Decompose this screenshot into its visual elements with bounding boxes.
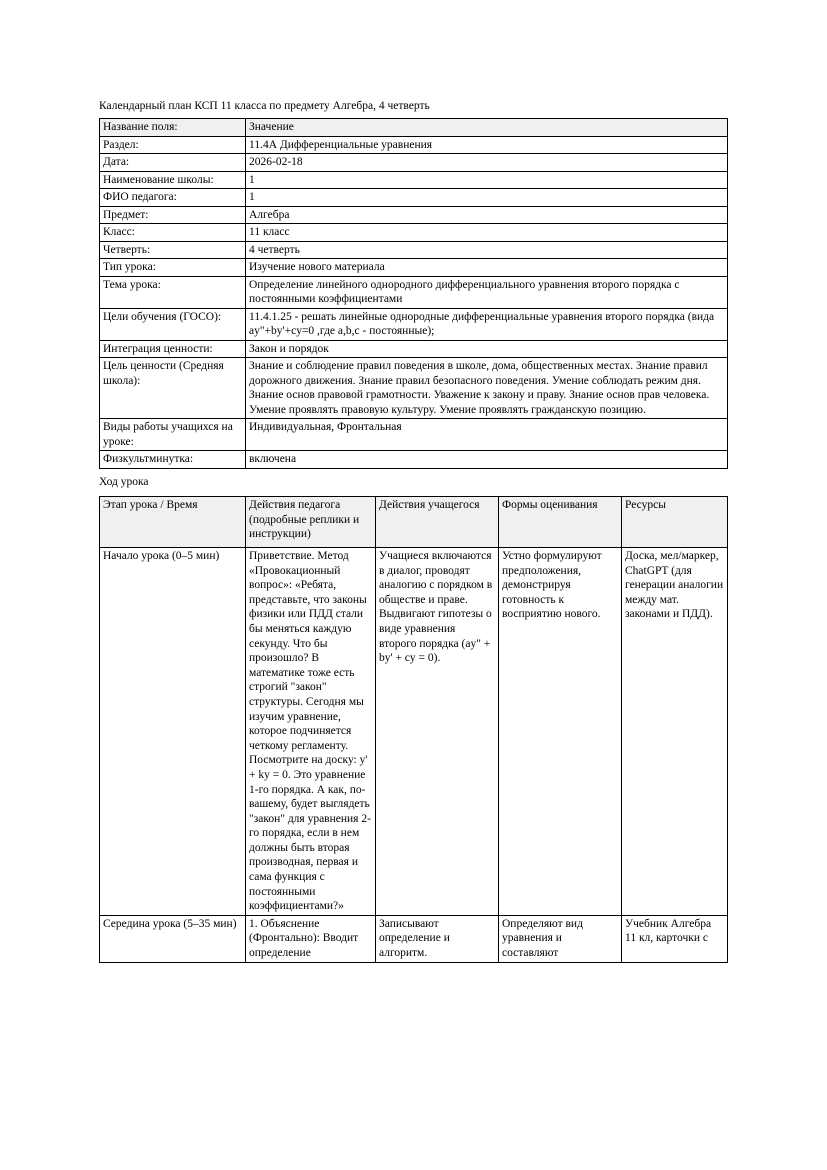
meta-field-label: Цель ценности (Средняя школа): bbox=[100, 358, 246, 419]
meta-field-value: 11.4.1.25 - решать линейные однородные дифференциальные уравнения второго порядка (вида ay"+by'+cy=0 ,где a,b,c - постоянные); bbox=[246, 308, 728, 340]
table-row bbox=[100, 915, 728, 962]
flow-student-cell: Записывают определение и алгоритм. bbox=[376, 915, 499, 962]
meta-field-value: 11.4А Дифференциальные уравнения bbox=[246, 136, 728, 154]
flow-teacher-cell: Приветствие. Метод «Провокационный вопрос»: «Ребята, представьте, что законы физики или ПДД стали бы меняться каждую секунду. Что бы произошло? В математике тоже есть строгий "закон" структуры. Сегодня мы изучим уравнение, которое подчиняется четкому регламенту. Посмотрите на доску: y' + ky = 0. Это уравнение 1-го порядка. А как, по-вашему, будет выглядеть "закон" для уравнения 2-го порядка, если в нем должны быть вторая производная, первая и сама функция с постоянными коэффициентами?» bbox=[246, 548, 376, 916]
table-row bbox=[100, 276, 728, 308]
table-row bbox=[100, 241, 728, 259]
meta-field-label: ФИО педагога: bbox=[100, 189, 246, 207]
meta-field-value: 11 класс bbox=[246, 224, 728, 242]
flow-resources-cell: Доска, мел/маркер, ChatGPT (для генерации аналогии между мат. законами и ПДД). bbox=[622, 548, 728, 916]
table-row bbox=[100, 340, 728, 358]
flow-column-header: Этап урока / Время bbox=[100, 497, 246, 548]
section-caption: Ход урока bbox=[99, 476, 149, 488]
table-row bbox=[100, 451, 728, 469]
meta-header-value: Значение bbox=[246, 119, 728, 137]
meta-field-value: включена bbox=[246, 451, 728, 469]
table-row bbox=[100, 136, 728, 154]
flow-column-header: Действия педагога (подробные реплики и инструкции) bbox=[246, 497, 376, 548]
flow-student-cell: Учащиеся включаются в диалог, проводят аналогию с порядком в обществе и праве. Выдвигают гипотезы о виде уравнения второго порядка (ay" + by' + cy = 0). bbox=[376, 548, 499, 916]
meta-field-label: Класс: bbox=[100, 224, 246, 242]
flow-column-header: Действия учащегося bbox=[376, 497, 499, 548]
flow-assessment-cell: Устно формулируют предположения, демонстрируя готовность к восприятию нового. bbox=[499, 548, 622, 916]
flow-table-header-row bbox=[100, 497, 728, 548]
meta-field-value: Знание и соблюдение правил поведения в школе, дома, общественных местах. Знание правил дорожного движения. Знание правил безопасного поведения. Умение соблюдать режим дня. Знание основ правовой грамотности. Уважение к закону и праву. Знание основ прав человека. Умение проявлять правовую культуру. Умение проявлять гражданскую позицию. bbox=[246, 358, 728, 419]
flow-resources-cell: Учебник Алгебра 11 кл, карточки с bbox=[622, 915, 728, 962]
table-row bbox=[100, 358, 728, 419]
flow-stage-cell: Начало урока (0–5 мин) bbox=[100, 548, 246, 916]
page-title: Календарный план КСП 11 класса по предмету Алгебра, 4 четверть bbox=[99, 100, 430, 112]
flow-column-header: Ресурсы bbox=[622, 497, 728, 548]
meta-field-value: Изучение нового материала bbox=[246, 259, 728, 277]
lesson-meta-table bbox=[99, 118, 728, 469]
table-row bbox=[100, 419, 728, 451]
meta-field-value: 2026-02-18 bbox=[246, 154, 728, 172]
meta-field-value: Индивидуальная, Фронтальная bbox=[246, 419, 728, 451]
flow-stage-cell: Середина урока (5–35 мин) bbox=[100, 915, 246, 962]
meta-field-label: Раздел: bbox=[100, 136, 246, 154]
table-row bbox=[100, 259, 728, 277]
meta-field-value: 1 bbox=[246, 171, 728, 189]
meta-field-label: Четверть: bbox=[100, 241, 246, 259]
meta-field-label: Тема урока: bbox=[100, 276, 246, 308]
table-row bbox=[100, 224, 728, 242]
lesson-flow-table bbox=[99, 496, 728, 963]
meta-header-field: Название поля: bbox=[100, 119, 246, 137]
meta-field-label: Цели обучения (ГОСО): bbox=[100, 308, 246, 340]
table-row bbox=[100, 548, 728, 916]
meta-field-value: 1 bbox=[246, 189, 728, 207]
meta-table-header-row bbox=[100, 119, 728, 137]
table-row bbox=[100, 189, 728, 207]
flow-teacher-cell: 1. Объяснение (Фронтально): Вводит определение bbox=[246, 915, 376, 962]
flow-column-header: Формы оценивания bbox=[499, 497, 622, 548]
meta-field-value: Закон и порядок bbox=[246, 340, 728, 358]
meta-field-label: Физкультминутка: bbox=[100, 451, 246, 469]
meta-field-label: Наименование школы: bbox=[100, 171, 246, 189]
table-row bbox=[100, 206, 728, 224]
table-row bbox=[100, 171, 728, 189]
meta-field-label: Виды работы учащихся на уроке: bbox=[100, 419, 246, 451]
meta-field-label: Предмет: bbox=[100, 206, 246, 224]
meta-field-value: Алгебра bbox=[246, 206, 728, 224]
meta-field-label: Тип урока: bbox=[100, 259, 246, 277]
flow-assessment-cell: Определяют вид уравнения и составляют bbox=[499, 915, 622, 962]
table-row bbox=[100, 308, 728, 340]
meta-field-value: 4 четверть bbox=[246, 241, 728, 259]
meta-field-label: Дата: bbox=[100, 154, 246, 172]
table-row bbox=[100, 154, 728, 172]
meta-field-label: Интеграция ценности: bbox=[100, 340, 246, 358]
meta-field-value: Определение линейного однородного дифференциального уравнения второго порядка с постоянными коэффициентами bbox=[246, 276, 728, 308]
